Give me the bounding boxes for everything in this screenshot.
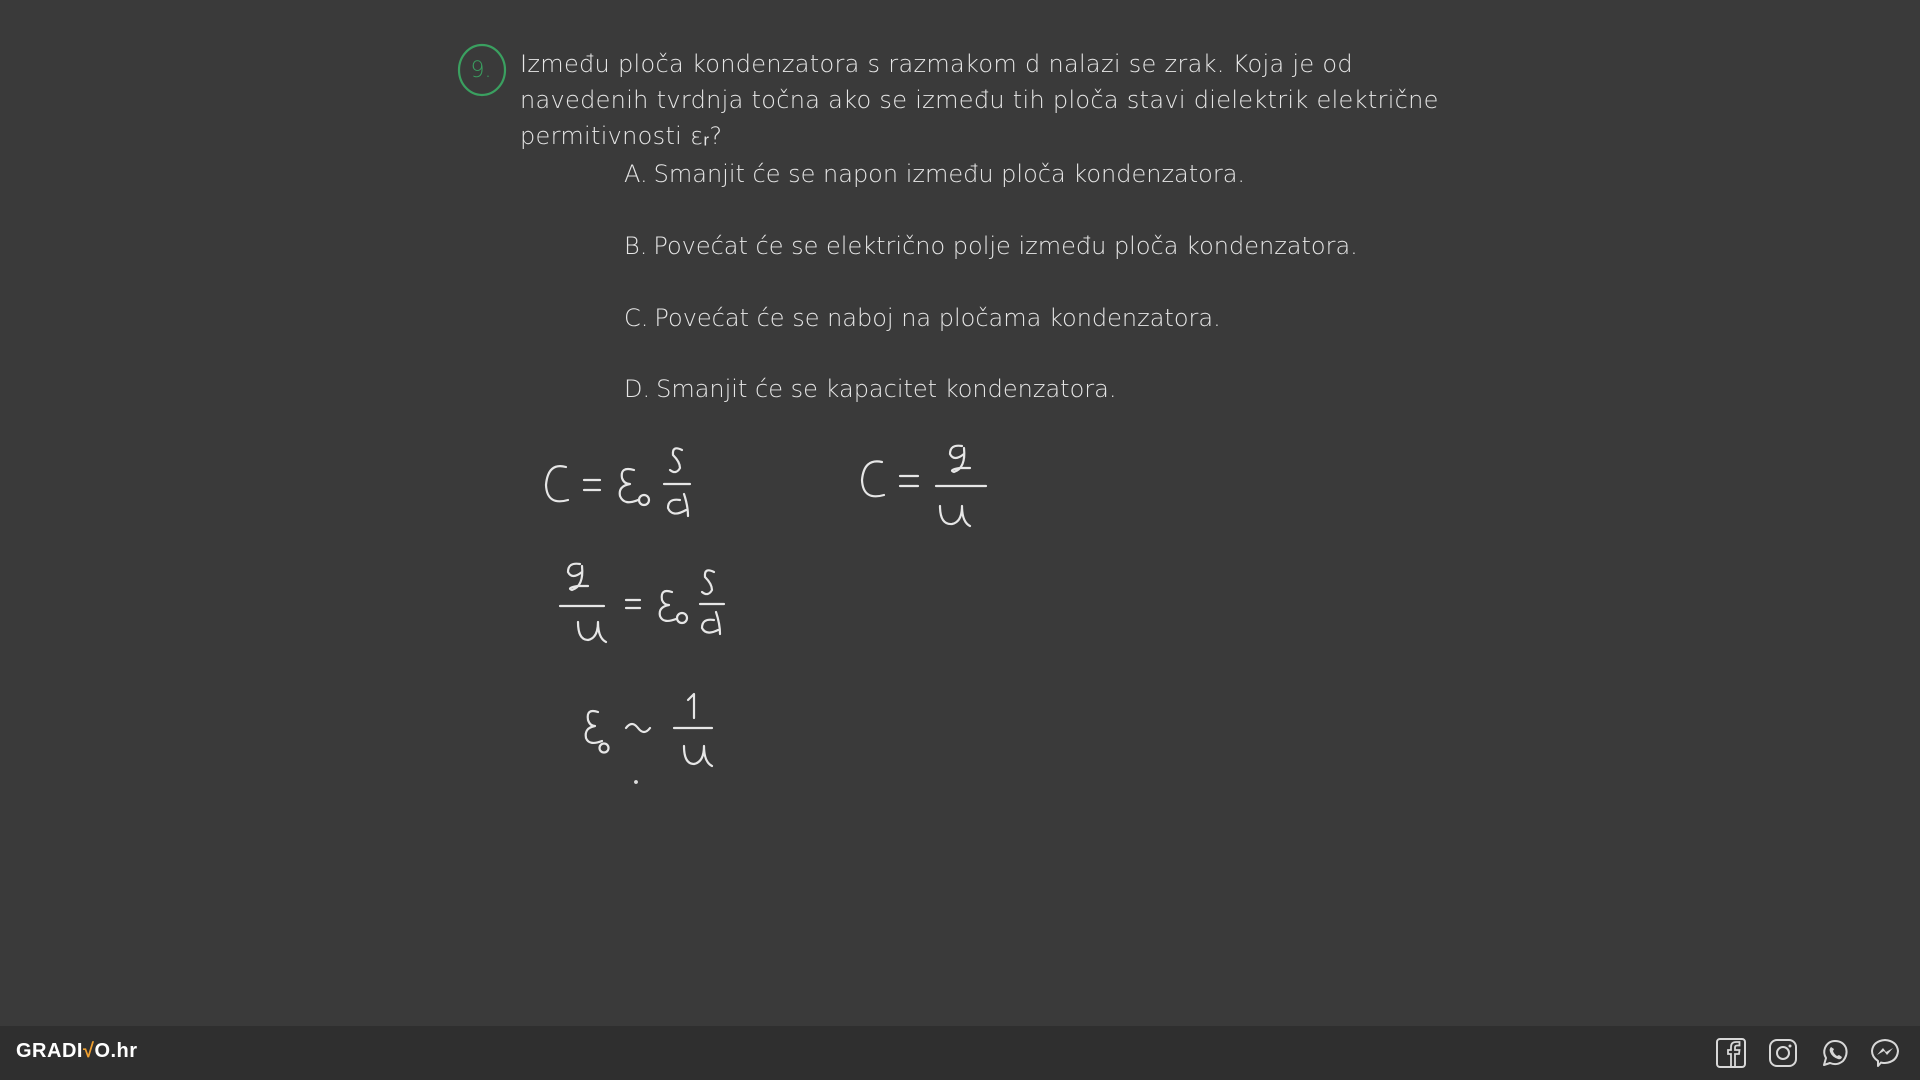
logo-text-left: GRADI [16,1040,83,1062]
logo-text-right: O.hr [94,1040,138,1062]
answer-letter: B. [624,232,648,260]
facebook-icon[interactable] [1715,1037,1747,1069]
answer-letter: D. [624,375,651,403]
question-text: Između ploča kondenzatora s razmakom d nalazi se zrak. Koja je od navedenih tvrdnja točna ako se između tih ploča stavi dielektrik električne permitivnosti εᵣ? [520,50,1439,150]
answer-letter: C. [624,304,649,332]
answer-text: Smanjit će se napon između ploča kondenzatora. [653,160,1246,188]
logo-root-symbol: √ [82,1040,95,1062]
answer-letter: A. [624,160,648,188]
formula-proportionality [586,694,712,783]
question-number: 9. [470,58,492,83]
formula-capacitance-charge [862,446,986,526]
answer-text: Smanjit će se kapacitet kondenzatora. [656,375,1117,403]
formula-equation [560,564,724,642]
gradivo-logo[interactable] [16,1040,138,1063]
formula-capacitance-geometry [546,448,690,516]
messenger-icon[interactable] [1869,1037,1901,1069]
whatsapp-icon[interactable] [1819,1037,1851,1069]
instagram-icon[interactable] [1767,1037,1799,1069]
footer-bar [0,1026,1920,1080]
answer-text: Povećat će se električno polje između ploča kondenzatora. [653,232,1358,260]
answer-text: Povećat će se naboj na pločama kondenzatora. [654,304,1221,332]
